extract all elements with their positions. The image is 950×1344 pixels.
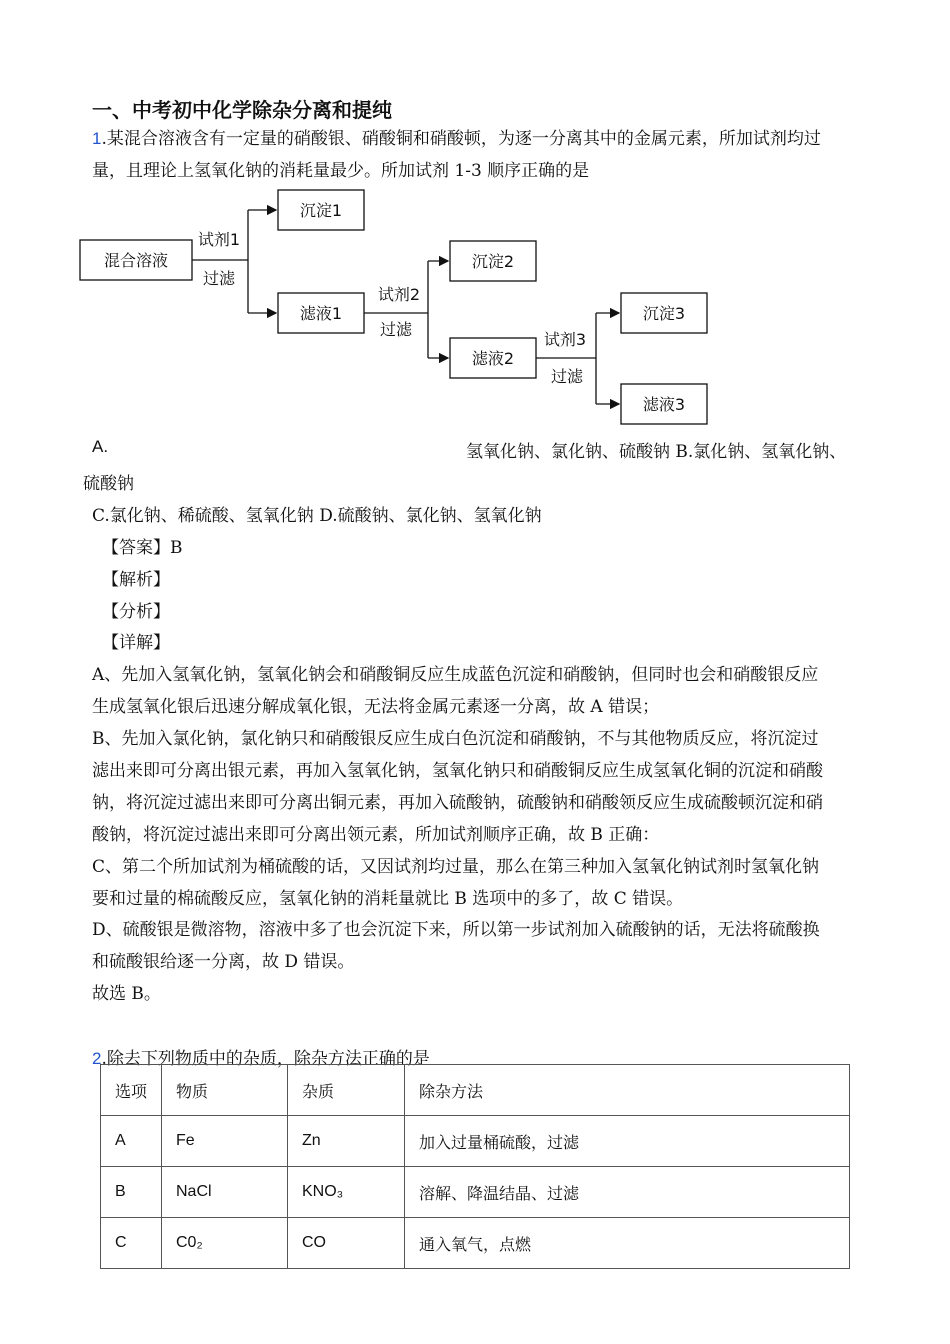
answer: 【答案】B <box>102 538 183 558</box>
q2-stem: 2.除去下列物质中的杂质，除杂方法正确的是 <box>92 1049 430 1069</box>
table-cell: 溶解、降温结晶、过滤 <box>405 1167 850 1218</box>
option-a-label: A. <box>92 437 109 456</box>
table-cell: C <box>101 1218 162 1269</box>
label-filter3: 过滤 <box>550 367 584 386</box>
table-row <box>101 1218 850 1269</box>
table-cell: C0₂ <box>162 1218 288 1269</box>
table-cell: Zn <box>288 1116 405 1167</box>
table-cell: 通入氧气，点燃 <box>405 1218 850 1269</box>
table-cell: A <box>101 1116 162 1167</box>
analysis-heading: 【解析】 <box>102 570 170 590</box>
explain-line: 和硫酸银给逐一分离，故 D 错误。 <box>92 952 355 972</box>
label-precip1: 沉淀1 <box>299 201 343 220</box>
table-cell: Fe <box>162 1116 288 1167</box>
table-header-row <box>101 1065 850 1116</box>
explain-line: 要和过量的棉硫酸反应，氢氧化钠的消耗量就比 B 选项中的多了，故 C 错误。 <box>92 889 684 909</box>
section-title: 一、中考初中化学除杂分离和提纯 <box>92 98 392 122</box>
table-cell: CO <box>288 1218 405 1269</box>
table-header: 选项 <box>101 1065 162 1116</box>
table-row <box>101 1167 850 1218</box>
separation-flowchart <box>78 183 738 433</box>
option-b-continued: 硫酸钠 <box>83 474 134 494</box>
label-filtrate2: 滤液2 <box>471 349 515 368</box>
option-c-d: C.氯化钠、稀硫酸、氢氧化钠 D.硫酸钠、氯化钠、氢氧化钠 <box>92 506 542 526</box>
label-reagent1: 试剂1 <box>197 230 241 249</box>
explain-line: 故选 B。 <box>92 984 161 1004</box>
q1-stem-line1: 1.某混合溶液含有一定量的硝酸银、硝酸铜和硝酸顿，为逐一分离其中的金属元素，所加试剂均过 <box>92 129 821 149</box>
detail-heading: 【详解】 <box>102 633 170 653</box>
q1-number: 1 <box>92 129 102 148</box>
table-header: 杂质 <box>288 1065 405 1116</box>
impurity-table <box>100 1064 850 1269</box>
label-precip2: 沉淀2 <box>471 252 515 271</box>
option-a-b-text: 氢氧化钠、氯化钠、硫酸钠 B.氯化钠、氢氧化钠、 <box>466 442 847 462</box>
explain-line: A、先加入氢氧化钠，氢氧化钠会和硝酸铜反应生成蓝色沉淀和硝酸钠，但同时也会和硝酸银反应 <box>92 665 819 685</box>
label-filter1: 过滤 <box>202 269 236 288</box>
explain-line: 酸钠，将沉淀过滤出来即可分离出领元素，所加试剂顺序正确，故 B 正确： <box>92 825 660 845</box>
label-filter2: 过滤 <box>379 320 413 339</box>
q1-stem-line2: 量，且理论上氢氧化钠的消耗量最少。所加试剂 1-3 顺序正确的是 <box>92 161 590 181</box>
label-precip3: 沉淀3 <box>642 304 686 323</box>
label-filtrate3: 滤液3 <box>642 395 686 414</box>
explain-line: 钠，将沉淀过滤出来即可分离出铜元素，再加入硫酸钠，硫酸钠和硝酸领反应生成硫酸顿沉淀和硝 <box>92 793 823 813</box>
explain-line: D、硫酸银是微溶物，溶液中多了也会沉淀下来，所以第一步试剂加入硫酸钠的话，无法将硫酸换 <box>92 920 820 940</box>
explain-line: C、第二个所加试剂为桶硫酸的话，又因试剂均过量，那么在第三种加入氢氧化钠试剂时氢氧化钠 <box>92 857 820 877</box>
label-reagent2: 试剂2 <box>377 285 421 304</box>
table-header: 除杂方法 <box>405 1065 850 1116</box>
breakdown-heading: 【分析】 <box>102 602 170 622</box>
table-row <box>101 1116 850 1167</box>
table-cell: B <box>101 1167 162 1218</box>
q2-number: 2 <box>92 1049 102 1068</box>
explain-line: 滤出来即可分离出银元素，再加入氢氧化钠，氢氧化钠只和硝酸铜反应生成氢氧化铜的沉淀和硝酸 <box>92 761 823 781</box>
table-cell: KNO₃ <box>288 1167 405 1218</box>
label-reagent3: 试剂3 <box>543 330 587 349</box>
label-filtrate1: 滤液1 <box>299 304 343 323</box>
table-cell: NaCl <box>162 1167 288 1218</box>
table-cell: 加入过量桶硫酸，过滤 <box>405 1116 850 1167</box>
explain-line: B、先加入氯化钠，氯化钠只和硝酸银反应生成白色沉淀和硝酸钠，不与其他物质反应，将沉淀过 <box>92 729 819 749</box>
explain-line: 生成氢氧化银后迅速分解成氧化银，无法将金属元素逐一分离，故 A 错误； <box>92 697 660 717</box>
label-mixed-solution: 混合溶液 <box>103 251 169 270</box>
table-header: 物质 <box>162 1065 288 1116</box>
